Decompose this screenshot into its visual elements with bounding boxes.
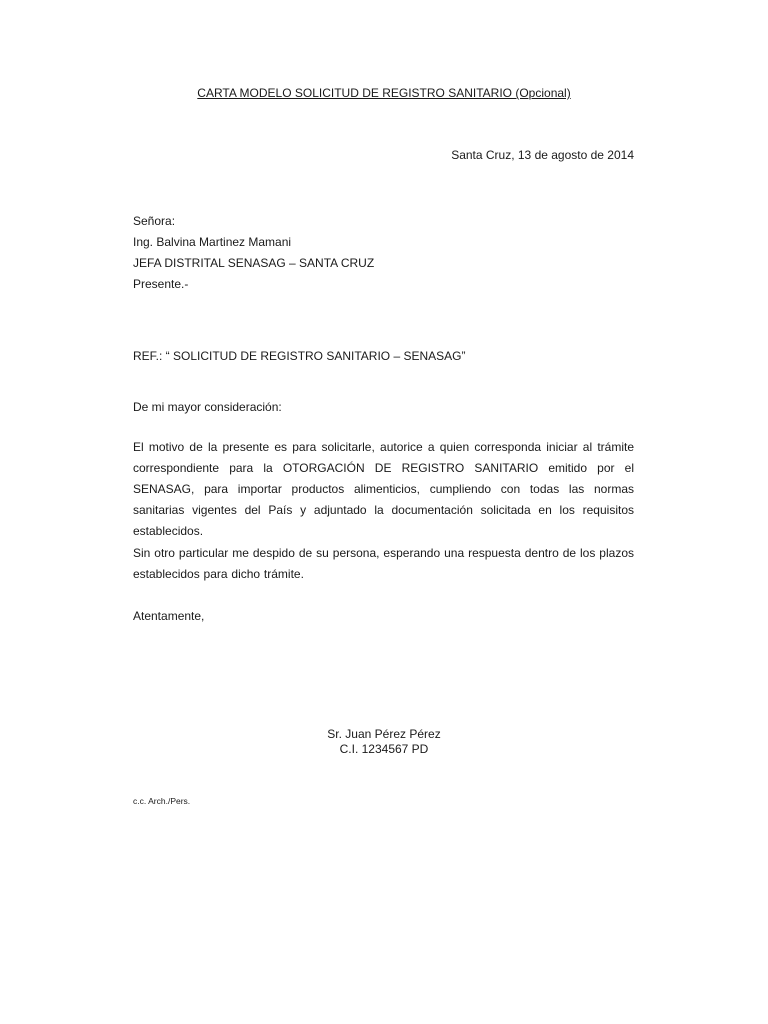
addressee-salutation: Señora: xyxy=(133,214,176,228)
closing: Atentamente, xyxy=(133,609,205,623)
signer-id: C.I. 1234567 PD xyxy=(339,742,429,756)
carbon-copy: c.c. Arch./Pers. xyxy=(133,796,191,806)
signer-name: Sr. Juan Pérez Pérez xyxy=(327,727,441,741)
place-and-date: Santa Cruz, 13 de agosto de 2014 xyxy=(451,148,634,162)
addressee-name: Ing. Balvina Martinez Mamani xyxy=(133,235,292,249)
body-paragraph: Sin otro particular me despido de su persona, esperando una respuesta dentro de los plazos establecidos para dicho trámite. xyxy=(133,546,634,581)
addressee-block xyxy=(133,211,374,295)
addressee-presente: Presente.- xyxy=(133,277,189,291)
body-paragraph: El motivo de la presente es para solicitarle, autorice a quien corresponda iniciar al trámite correspondiente para la OTORGACIÓN DE REGISTRO SANITARIO emitido por el SENASAG, para importar productos alimenticios, cumpliendo con todas las normas sanitarias vigentes del País y adjuntado la documentación solicitada en los requisitos establecidos. xyxy=(133,440,634,538)
addressee-position: JEFA DISTRITAL SENASAG – SANTA CRUZ xyxy=(133,256,375,270)
greeting: De mi mayor consideración: xyxy=(133,400,282,414)
letter-title: CARTA MODELO SOLICITUD DE REGISTRO SANITARIO (Opcional) xyxy=(197,86,571,100)
signature-block xyxy=(0,727,768,757)
reference-line: REF.: “ SOLICITUD DE REGISTRO SANITARIO – SENASAG” xyxy=(133,349,466,363)
